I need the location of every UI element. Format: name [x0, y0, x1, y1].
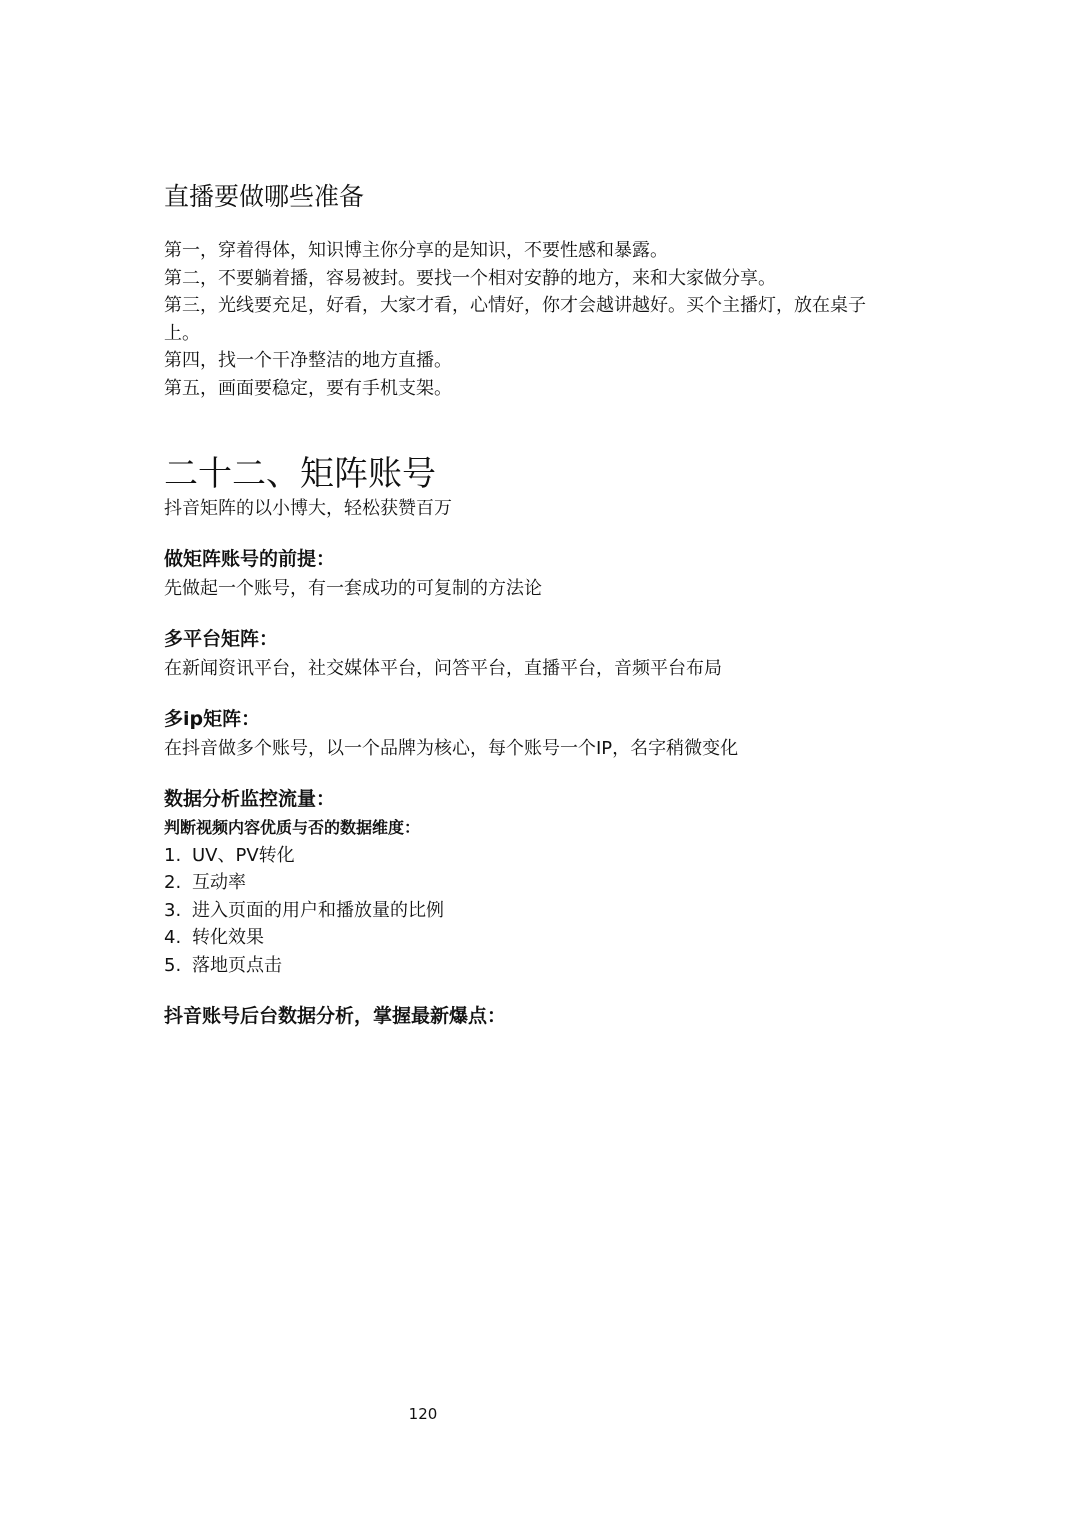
list-item: 第二，不要躺着播，容易被封。要找一个相对安静的地方，来和大家做分享。 — [164, 267, 776, 289]
list-item: 第三，光线要充足，好看，大家才看，心情好，你才会越讲越好。买个主播灯，放在桌子 — [164, 295, 866, 316]
list-item-number: 3. — [164, 899, 182, 921]
multi-platform-text: 在新闻资讯平台，社交媒体平台，问答平台，直播平台，音频平台布局 — [164, 658, 722, 679]
multi-ip-heading: 多ip矩阵： — [164, 708, 261, 730]
list-item-text: 落地页点击 — [192, 954, 282, 976]
list-item — [164, 897, 444, 924]
list-item — [164, 842, 444, 869]
list-item-text: 互动率 — [192, 872, 246, 894]
list-item — [164, 924, 444, 951]
list-item — [164, 869, 444, 896]
data-dimension-subheading: 判断视频内容优质与否的数据维度： — [164, 818, 421, 837]
multi-platform-heading: 多平台矩阵： — [164, 628, 279, 650]
list-item: 第五，画面要稳定，要有手机支架。 — [164, 377, 452, 399]
data-dimension-list — [164, 842, 444, 979]
live-prep-list — [164, 237, 924, 402]
list-item: 上。 — [164, 322, 200, 344]
list-item-text: UV、PV转化 — [192, 845, 295, 866]
list-item-text: 进入页面的用户和播放量的比例 — [192, 899, 444, 921]
multi-ip-text: 在抖音做多个账号，以一个品牌为核心，每个账号一个IP，名字稍微变化 — [164, 738, 739, 759]
premise-text: 先做起一个账号，有一套成功的可复制的方法论 — [164, 578, 542, 599]
data-analysis-heading: 数据分析监控流量： — [164, 788, 336, 810]
chapter-title: 二十二、矩阵账号 — [164, 454, 436, 494]
list-item-number: 4. — [164, 927, 182, 949]
chapter-subtitle: 抖音矩阵的以小博大，轻松获赞百万 — [164, 498, 452, 519]
list-item-text: 转化效果 — [192, 927, 264, 949]
list-item-number: 5. — [164, 954, 182, 976]
section-title-live-prep: 直播要做哪些准备 — [164, 182, 365, 211]
page-number: 120 — [408, 1405, 438, 1423]
list-item — [164, 952, 444, 979]
list-item: 第四，找一个干净整洁的地方直播。 — [164, 350, 452, 371]
backend-analysis-heading: 抖音账号后台数据分析，掌握最新爆点： — [164, 1005, 507, 1027]
list-item-number: 1. — [164, 845, 182, 866]
premise-heading: 做矩阵账号的前提： — [164, 548, 336, 570]
list-item-number: 2. — [164, 872, 182, 894]
list-item: 第一，穿着得体，知识博主你分享的是知识，不要性感和暴露。 — [164, 240, 668, 261]
